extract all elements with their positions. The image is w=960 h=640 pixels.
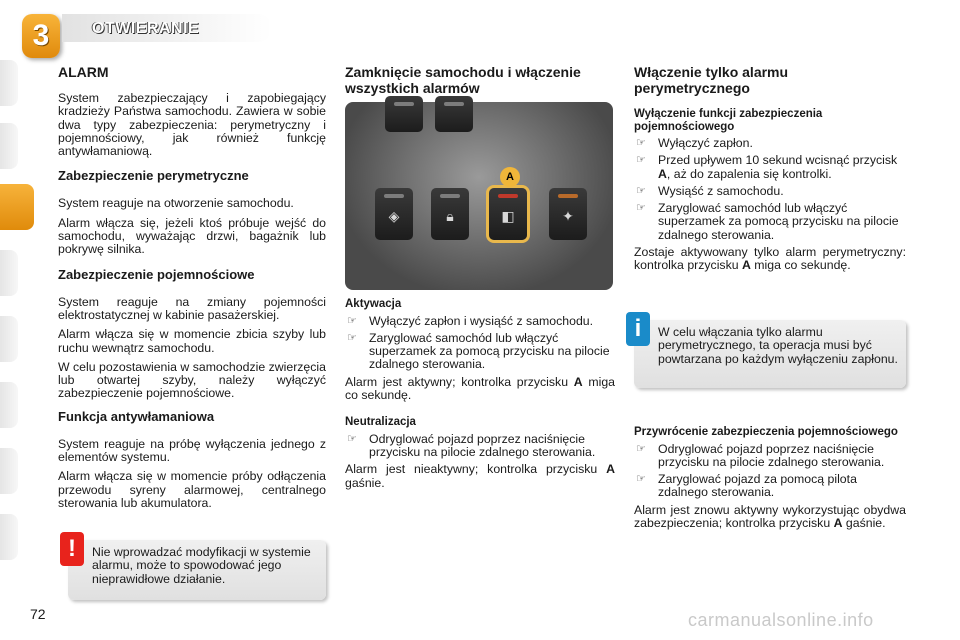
side-tab-1[interactable] [0,60,18,106]
heading-lock-all: Zamknięcie samochodu i włączenie wszystkich alarmów [345,64,581,96]
list-item: ☞ Zaryglować pojazd za pomocą pilota zdalnego sterowania. [636,472,857,500]
control-panel-image [345,102,613,290]
list-item: ☞ Odryglować pojazd poprzez naciśnięcie przycisku na pilocie zdalnego sterowania. [636,441,885,469]
right-lower [634,426,906,536]
heading-activation: Aktywacja [345,298,402,310]
list-item: ☞ Wyłączyć zapłon i wysiąść z samochodu. [347,313,594,328]
neutralization-list [345,433,615,460]
heading-disable-volumetric: Wyłączenie funkcji zabezpieczenia pojemnościowego [634,108,823,133]
list-item: ☞ Odryglować pojazd poprzez naciśnięcie przycisku na pilocie zdalnego sterowania. [347,431,596,460]
heading-perimeter: Zabezpieczenie perymetryczne [58,168,249,184]
chapter-number: 3 [32,19,50,52]
chapter-badge [22,14,60,58]
side-tab-7[interactable] [0,448,18,494]
side-tab-4[interactable] [0,250,18,296]
anti-tamper-text-2: Alarm włącza się w momencie próby odłączenia przewodu syreny alarmowej, centralnego sterowania lub akumulatora. [58,469,326,510]
side-tab-3-active[interactable] [0,184,34,230]
warning-text: Nie wprowadzać modyfikacji w systemie alarmu, może to spowodować jego nieprawidłowe działanie. [92,545,311,586]
warning-icon: ! [60,532,84,566]
anti-tamper-text: System reaguje na próbę wyłączenia jednego z elementów systemu. [58,436,326,465]
info-box [634,315,906,388]
side-tab-6[interactable] [0,382,18,428]
car-icon: ◈ [388,208,400,224]
right-column [634,64,906,279]
left-column [58,64,326,516]
lock-icon: 🔒︎ [446,208,454,224]
child-lock-icon: ✦ [562,208,574,224]
volumetric-text-3: W celu pozostawienia w samochodzie zwierzęcia lub otwartej szyby, należy wyłączyć zabezpieczenie pojemnościowe. [58,359,326,401]
alarm-off-icon: ◧ [501,208,515,224]
list-item: ☞ Wysiąść z samochodu. [636,183,784,198]
list-item: ☞ Przed upływem 10 sekund wcisnąć przycisk A, aż do zapalenia się kontrolki. [636,153,898,181]
perimeter-text-2: Alarm włącza się, jeżeli ktoś próbuje wejść do samochodu, wyważając drzwi, bagażnik lub pokrywę silnika. [58,215,326,257]
heading-anti-tamper: Funkcja antywłamaniowa [58,408,215,424]
list-item: ☞ Zaryglować samochód lub włączyć superzamek za pomocą przycisku na pilocie zdalnego sterowania. [636,201,899,242]
panel-button-3 [375,188,413,240]
restore-list [634,443,906,500]
activation-status: Alarm jest aktywny; kontrolka przycisku A miga co sekundę. [345,374,615,402]
panel-button-2 [435,96,473,132]
heading-perimeter-only: Włączenie tylko alarmu perymetrycznego [634,64,789,96]
side-tab-8[interactable] [0,514,18,560]
heading-volumetric: Zabezpieczenie pojemnościowe [58,266,255,282]
page-number: 72 [30,606,46,622]
panel-button-4 [431,188,469,240]
alarm-text: System zabezpieczający i zapobiegający kradzieży Państwa samochodu. Zawiera w sobie dwa typy zabezpieczenia: perymetryczny i pojemnościowy, jak również funkcję antywłamaniową. [58,91,326,159]
disable-list [634,137,906,242]
restore-status: Alarm jest znowu aktywny wykorzystując obydwa zabezpieczenia; kontrolka przycisku A gaśnie. [634,502,906,530]
panel-button-1 [385,96,423,132]
volumetric-text-2: Alarm włącza się w momencie zbicia szyby lub ruchu wewnątrz samochodu. [58,327,326,355]
marker-a: A [500,167,520,187]
side-tab-5[interactable] [0,316,18,362]
disable-status: Zostaje aktywowany tylko alarm perymetryczny: kontrolka przycisku A miga co sekundę. [634,245,906,273]
info-icon: i [626,312,650,346]
alarm-button-a [489,188,527,240]
perimeter-text: System reaguje na otworzenie samochodu. [58,196,294,211]
info-text: W celu włączania tylko alarmu perymetrycznego, ta operacja musi być powtarzana po każdym wyłączeniu zapłonu. [658,325,898,366]
panel-button-6 [549,188,587,240]
page-title: OTWIERANIE [92,20,200,37]
middle-lower [345,298,615,496]
side-tab-2[interactable] [0,123,18,169]
heading-alarm: ALARM [58,64,109,80]
neutralization-status: Alarm jest nieaktywny; kontrolka przycisku A gaśnie. [345,462,615,490]
middle-column [345,64,615,96]
list-item: ☞ Wyłączyć zapłon. [636,136,753,150]
title-tab [62,14,272,42]
volumetric-text: System reaguje na zmiany pojemności elektrostatycznej w kabinie pasażerskiej. [58,294,326,322]
heading-neutralization: Neutralizacja [345,416,416,429]
watermark: carmanualsonline.info [688,610,874,630]
activation-list [345,315,615,372]
list-item: ☞ Zaryglować samochód lub włączyć superzamek za pomocą przycisku na pilocie zdalnego sterowania. [347,330,610,372]
heading-restore-volumetric: Przywrócenie zabezpieczenia pojemnościowego [634,426,898,438]
warning-box [68,535,326,600]
